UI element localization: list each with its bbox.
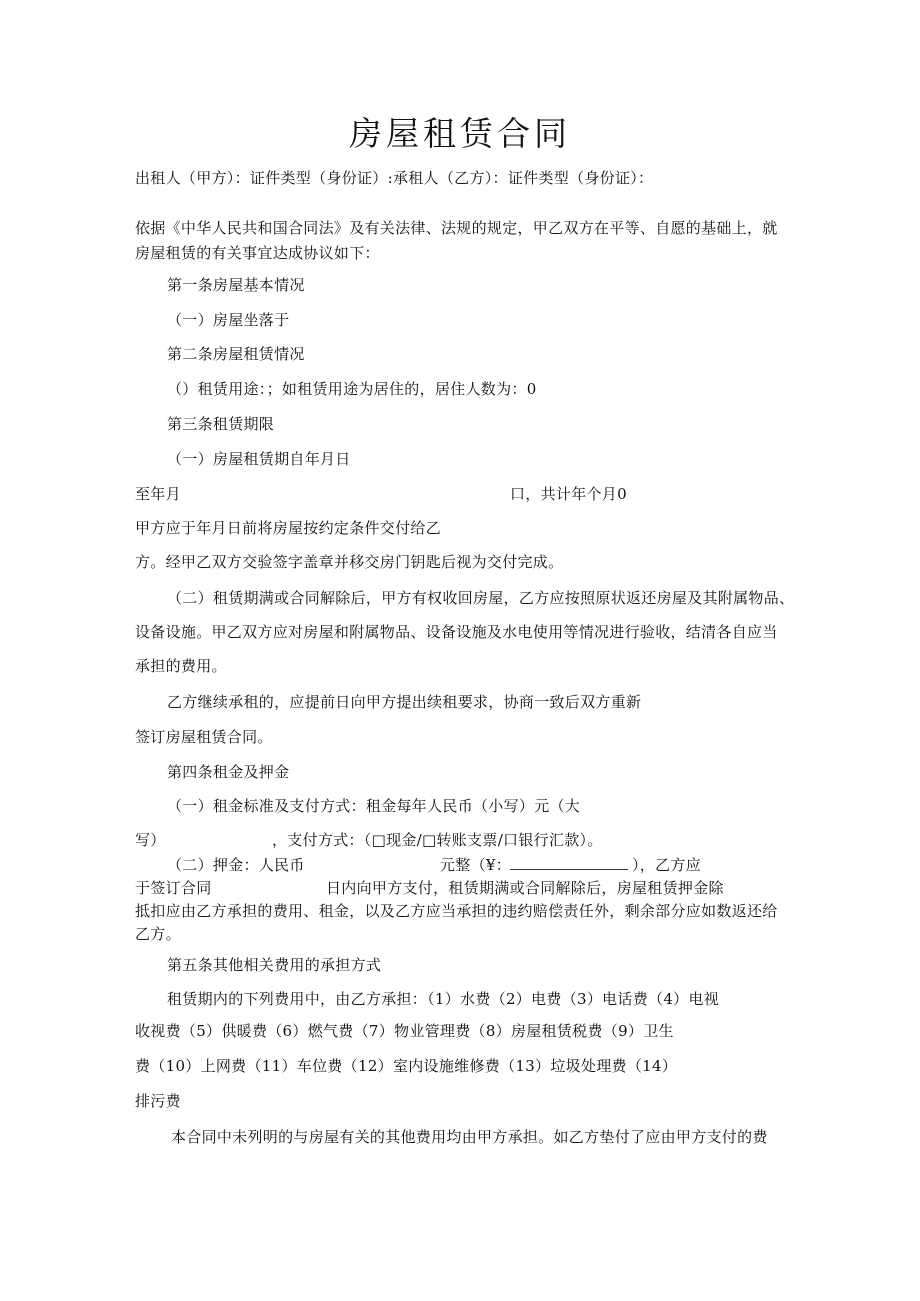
article-4-heading: 第四条租金及押金 [167, 763, 290, 781]
article-3-delivery-1: 甲方应于年月日前将房屋按约定条件交付给乙 [135, 519, 442, 537]
article-3-item-1-cont-right: 口，共计年个月0 [510, 485, 627, 503]
article-4-item-2-right: ），乙方应 [632, 856, 702, 874]
article-3-item-1: （一）房屋租赁期自年月日 [167, 450, 351, 468]
article-2-item-1: （）租赁用途：；如租赁用途为居住的，居住人数为：0 [167, 380, 537, 398]
intro-line-2: 房屋租赁的有关事宜达成协议如下： [135, 244, 380, 262]
article-5-p1-line-2: 收视费（5）供暖费（6）燃气费（7）物业管理费（8）房屋租赁税费（9）卫生 [135, 1022, 674, 1040]
article-3-renewal-2: 签订房屋租赁合同。 [135, 728, 273, 746]
article-4-item-1-line-1: （一）租金标准及支付方式：租金每年人民币（小写）元（大 [167, 797, 581, 815]
article-4-item-1-line-2-left: 写） [135, 831, 166, 849]
article-5-heading: 第五条其他相关费用的承担方式 [167, 956, 382, 974]
article-1-heading: 第一条房屋基本情况 [167, 276, 305, 294]
article-5-p1-line-4: 排污费 [135, 1092, 181, 1110]
article-4-item-2-line-3: 抵扣应由乙方承担的费用、租金，以及乙方应当承担的违约赔偿责任外，剩余部分应如数返还给 [135, 902, 778, 920]
article-1-item-1: （一）房屋坐落于 [167, 311, 290, 329]
article-5-p1-line-3: 费（10）上网费（11）车位费（12）室内设施维修费（13）垃圾处理费（14） [135, 1057, 678, 1075]
parties-line: 出租人（甲方）：证件类型（身份证）:承租人（乙方）：证件类型（身份证）： [135, 169, 654, 187]
article-4-item-2-line-2-left: 于签订合同 [135, 879, 212, 897]
article-4-item-2-mid: 元整（¥： [440, 856, 512, 874]
article-3-item-2-line-2: 设备设施。甲乙双方应对房屋和附属物品、设备设施及水电使用等情况进行验收，结清各自应当 [135, 623, 778, 641]
article-5-p2-line-1: 本合同中未列明的与房屋有关的其他费用均由甲方承担。如乙方垫付了应由甲方支付的费 [171, 1128, 768, 1146]
deposit-amount-blank [510, 855, 628, 870]
article-4-item-2-left: （二）押金：人民币 [167, 856, 305, 874]
article-3-item-2-line-3: 承担的费用。 [135, 657, 227, 675]
article-4-item-2-line-4: 乙方。 [135, 925, 181, 943]
article-2-heading: 第二条房屋租赁情况 [167, 345, 305, 363]
article-3-renewal-1: 乙方继续承租的，应提前日向甲方提出续租要求，协商一致后双方重新 [167, 693, 642, 711]
intro-line-1: 依据《中华人民共和国合同法》及有关法律、法规的规定，甲乙双方在平等、自愿的基础上，就 [135, 219, 778, 237]
article-3-item-1-cont-left: 至年月 [135, 485, 181, 503]
article-4-item-1-line-2-right: ，支付方式：（□现金/□转账支票/口银行汇款）。 [272, 831, 603, 849]
article-4-item-2-line-2-right: 日内向甲方支付，租赁期满或合同解除后，房屋租赁押金除 [326, 879, 724, 897]
article-3-heading: 第三条租赁期限 [167, 415, 275, 433]
article-3-item-2-line-1: （二）租赁期满或合同解除后，甲方有权收回房屋，乙方应按照原状返还房屋及其附属物品、 [167, 589, 795, 607]
article-3-delivery-2: 方。经甲乙双方交验签字盖章并移交房门钥匙后视为交付完成。 [135, 553, 564, 571]
article-5-p1-line-1: 租赁期内的下列费用中，由乙方承担：（1）水费（2）电费（3）电话费（4）电视 [167, 990, 720, 1008]
document-title: 房屋租赁合同 [349, 114, 571, 153]
